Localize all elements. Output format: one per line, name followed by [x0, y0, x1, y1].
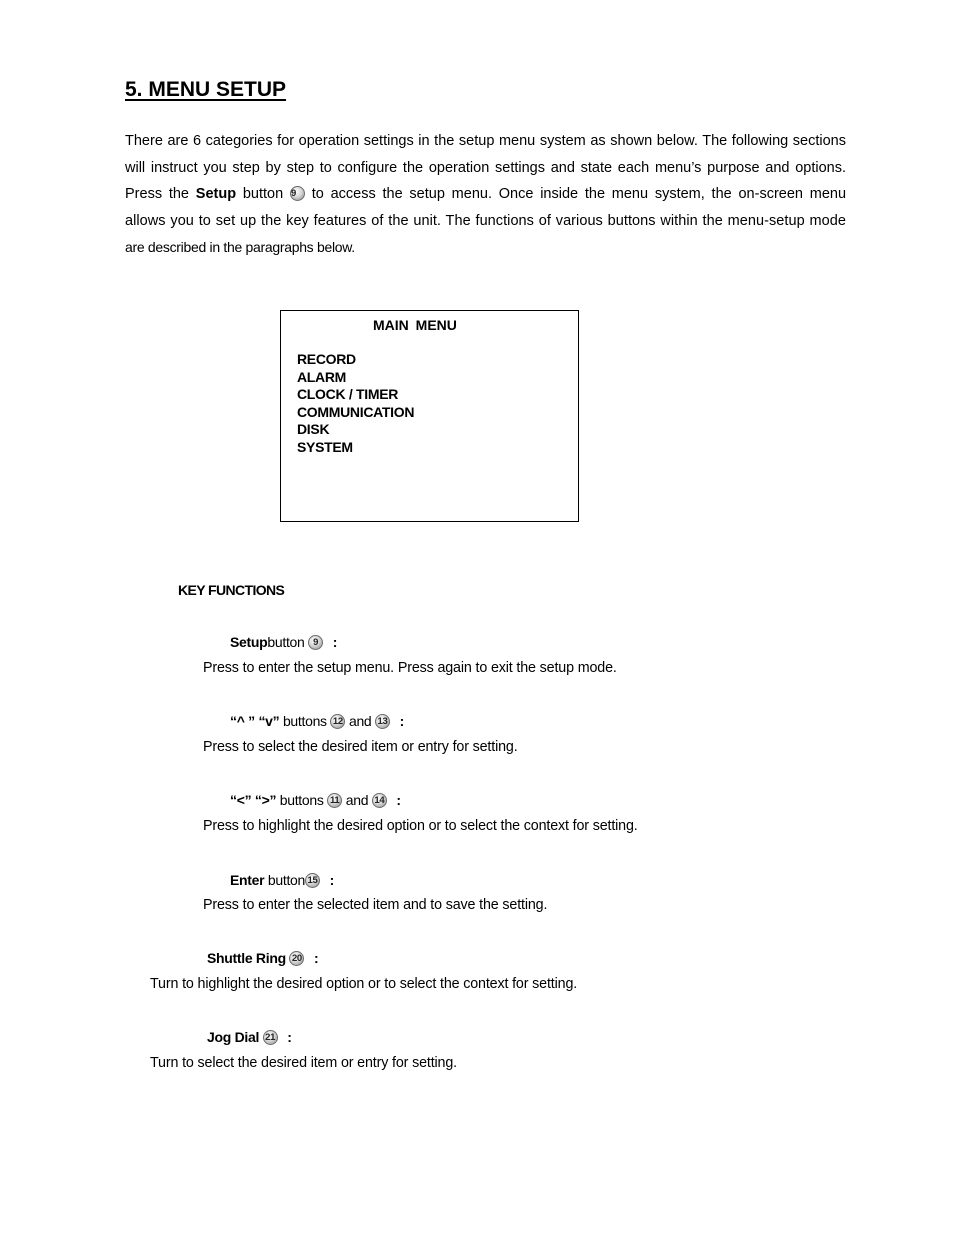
number-9-badge-icon: 9 [308, 635, 323, 650]
shuttle-ring-description: Turn to highlight the desired option or to select the context for setting. [150, 976, 578, 992]
main-menu-title: MAIN MENU [373, 317, 457, 333]
shuttle-ring-heading [207, 950, 318, 966]
key-label: button [267, 634, 305, 650]
jog-dial-description: Turn to select the desired item or entry for setting. [150, 1055, 457, 1071]
updown-key-heading [230, 713, 404, 729]
number-13-badge-icon: 13 [375, 714, 390, 729]
colon: : [314, 950, 319, 966]
intro-line [125, 181, 846, 208]
jog-dial-heading [207, 1029, 292, 1045]
setup-key-description: Press to enter the setup menu. Press again to exit the setup mode. [203, 660, 617, 676]
menu-item-alarm: ALARM [297, 368, 347, 385]
colon: : [396, 792, 401, 808]
intro-line: allows you to set up the key features of the unit. The functions of various buttons within the menu-setup mode [125, 212, 846, 229]
key-name: Jog Dial [207, 1029, 260, 1045]
leftright-key-heading [230, 792, 401, 808]
main-menu-list [297, 351, 414, 457]
colon: : [399, 713, 404, 729]
key-label: buttons [282, 713, 327, 729]
setup-key-heading [230, 634, 337, 650]
key-functions-heading: KEY FUNCTIONS [178, 582, 285, 598]
intro-line: will instruct you step by step to configure the operation settings and state each menu’s purpose and options. [125, 159, 846, 176]
intro-text: to access the setup menu. Once inside the menu system, the on-screen menu [311, 186, 847, 202]
intro-line: are described in the paragraphs below. [125, 239, 355, 255]
key-name: Shuttle Ring [207, 950, 286, 966]
number-12-badge-icon: 12 [330, 714, 345, 729]
menu-item-communication: COMMUNICATION [297, 403, 415, 420]
intro-paragraph [125, 128, 846, 261]
key-name: Setup [230, 634, 268, 650]
menu-item-disk: DISK [297, 421, 330, 438]
colon: : [287, 1029, 292, 1045]
number-9-badge-icon: 9 [290, 186, 305, 201]
main-menu-box [280, 310, 579, 522]
and-text: and [345, 792, 369, 808]
menu-item-clock-timer: CLOCK / TIMER [297, 386, 399, 403]
number-11-badge-icon: 11 [327, 793, 342, 808]
enter-key-heading [230, 872, 334, 888]
number-21-badge-icon: 21 [263, 1030, 278, 1045]
key-label: button [267, 872, 306, 888]
intro-text: Press the [125, 186, 189, 202]
number-14-badge-icon: 14 [372, 793, 387, 808]
colon: : [332, 634, 338, 650]
key-name: “^ ” “v” [230, 713, 280, 729]
section-heading: 5. MENU SETUP [125, 78, 287, 101]
key-label: buttons [279, 792, 324, 808]
enter-key-description: Press to enter the selected item and to save the setting. [203, 897, 548, 913]
leftright-key-description: Press to highlight the desired option or to select the context for setting. [203, 818, 638, 834]
menu-item-record: RECORD [297, 351, 356, 367]
intro-line: There are 6 categories for operation settings in the setup menu system as shown below. The following sections [125, 133, 846, 149]
colon: : [329, 872, 334, 888]
menu-item-system: SYSTEM [297, 438, 353, 455]
key-name: “<” “>” [230, 792, 277, 808]
number-15-badge-icon: 15 [305, 873, 320, 888]
updown-key-description: Press to select the desired item or entry for setting. [203, 739, 518, 755]
key-name: Enter [230, 872, 265, 888]
intro-text: button [242, 186, 284, 202]
number-20-badge-icon: 20 [289, 951, 304, 966]
setup-keyword: Setup [195, 186, 237, 202]
and-text: and [348, 713, 372, 729]
